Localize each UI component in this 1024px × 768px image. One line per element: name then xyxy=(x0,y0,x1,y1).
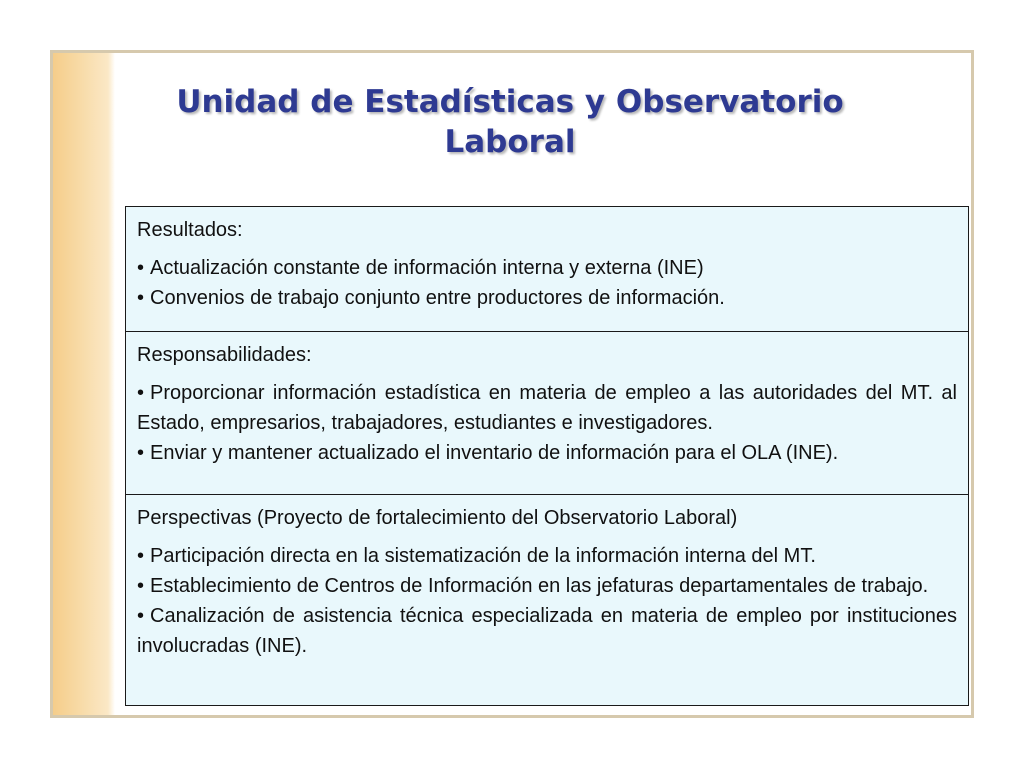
list-item xyxy=(137,283,957,313)
bullet-list xyxy=(137,378,957,468)
content-table xyxy=(125,206,969,706)
bullet-icon: • xyxy=(137,257,145,279)
bullet-icon: • xyxy=(137,442,145,464)
list-item-text: Convenios de trabajo conjunto entre productores de información. xyxy=(150,287,725,309)
list-item-text: Enviar y mantener actualizado el inventario de información para el OLA (INE). xyxy=(150,442,839,464)
section-heading: Resultados: xyxy=(137,219,243,241)
bullet-icon: • xyxy=(137,545,145,567)
list-item-text: Establecimiento de Centros de Información en las jefaturas departamentales de trabajo. xyxy=(150,575,929,597)
section-responsabilidades xyxy=(126,331,968,494)
section-heading: Perspectivas (Proyecto de fortalecimiento del Observatorio Laboral) xyxy=(137,507,738,529)
list-item-text: Canalización de asistencia técnica especializada en materia de empleo por instituciones involucradas (INE). xyxy=(137,605,957,657)
bullet-icon: • xyxy=(137,605,145,627)
section-heading: Responsabilidades: xyxy=(137,344,312,366)
bullet-icon: • xyxy=(137,575,145,597)
list-item-text: Proporcionar información estadística en materia de empleo a las autoridades del MT. al Estado, empresarios, trabajadores, estudiantes e investigadores. xyxy=(137,382,957,434)
list-item-text: Actualización constante de información interna y externa (INE) xyxy=(150,257,704,279)
section-resultados xyxy=(126,207,968,331)
bullet-icon: • xyxy=(137,382,145,404)
list-item xyxy=(137,378,957,438)
bullet-icon: • xyxy=(137,287,145,309)
slide-title: Unidad de Estadísticas y Observatorio Laboral xyxy=(176,84,844,160)
bullet-list xyxy=(137,541,957,661)
list-item xyxy=(137,438,957,468)
list-item xyxy=(137,601,957,661)
list-item xyxy=(137,541,957,571)
list-item xyxy=(137,253,957,283)
list-item xyxy=(137,571,957,601)
bullet-list xyxy=(137,253,957,313)
list-item-text: Participación directa en la sistematización de la información interna del MT. xyxy=(150,545,816,567)
section-perspectivas xyxy=(126,494,968,706)
